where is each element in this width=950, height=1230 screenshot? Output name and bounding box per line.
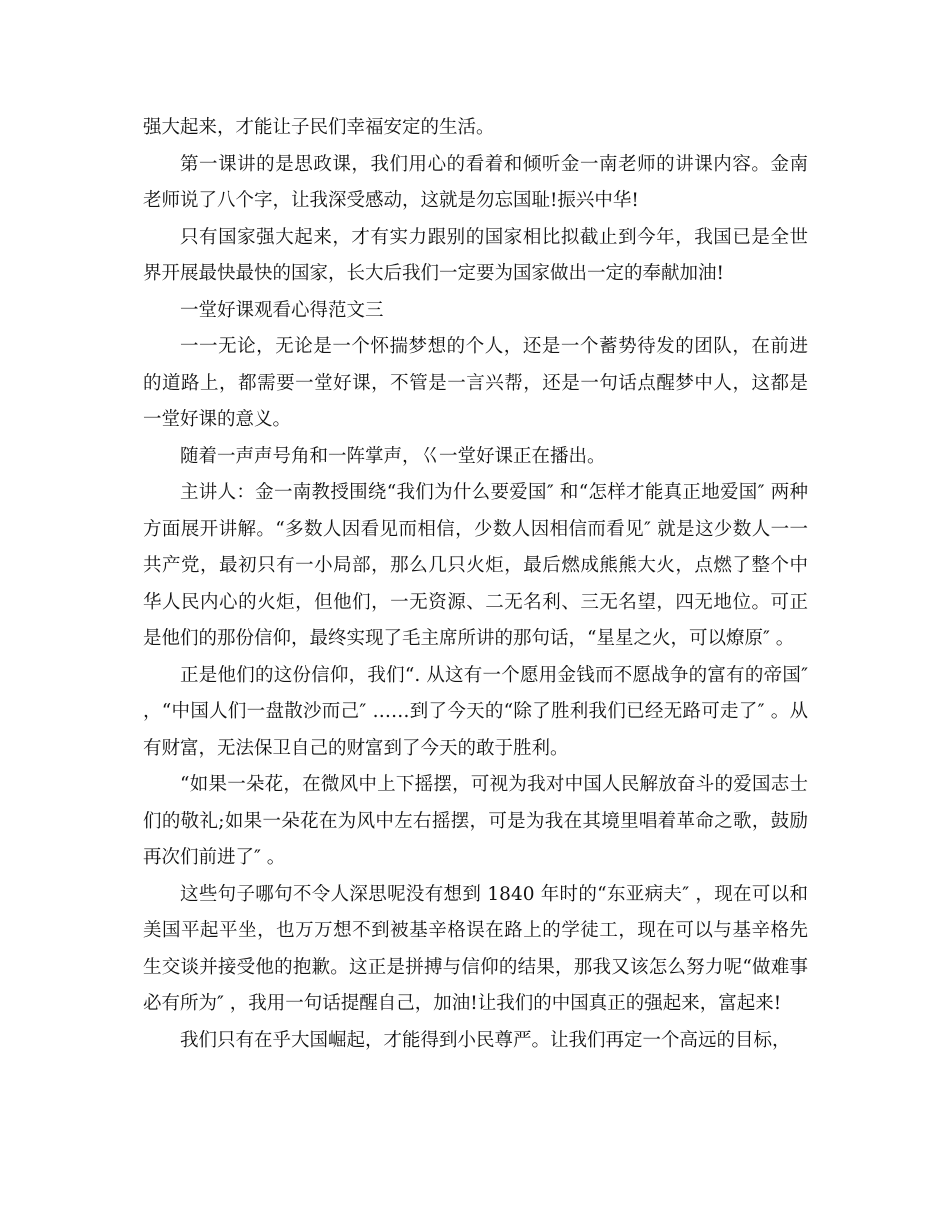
paragraph-5: 随着一声声号角和一阵掌声，巜一堂好课正在播出。 [180, 445, 606, 467]
paragraph-4: 一一无论，无论是一个怀揣梦想的个人，还是一个蓄势待发的团队，在前进的道路上，都需要一堂好课，不管是一言兴帮，还是一句话点醒梦中人，这都是一堂好课的意义。 [143, 336, 808, 430]
paragraph-7: 正是他们的这份信仰，我们“. 从这有一个愿用金钱而不愿战争的富有的帝国″ ，“中国人们一盘散沙而己″ ……到了今天的“除了胜利我们已经无路可走了″ 。从有财富，无法保卫自己的财富到了今天的敢于胜利。 [143, 664, 808, 759]
paragraph-1: 强大起来，才能让子民们幸福安定的生活。 [143, 117, 495, 138]
paragraph-9: 这些句子哪句不令人深思呢没有想到 1840 年时的“东亚病夫″ ，现在可以和美国平起平坐，也万万想不到被基辛格误在路上的学徒工，现在可以与基辛格先生交谈并接受他的抱歉。这正是拼搏与信仰的结果，那我又该怎么努力呢“做难事必有所为″ ，我用一句话提醒自己，加油!让我们的中国真正的强起来，富起来! [143, 883, 808, 1014]
paragraph-2: 第一课讲的是思政课，我们用心的看着和倾听金一南老师的讲课内容。金南老师说了八个字，让我深受感动，这就是勿忘国耻!振兴中华! [143, 153, 808, 211]
paragraph-3: 只有国家强大起来，才有实力跟别的国家相比拟截止到今年，我国已是全世界开展最快最快的国家，长大后我们一定要为国家做出一定的奉献加油! [143, 226, 808, 284]
paragraph-8: “如果一朵花，在微风中上下摇摆，可视为我对中国人民解放奋斗的爱国志士们的敬礼;如果一朵花在为风中左右摇摆，可是为我在其境里唱着革命之歌，鼓励再次们前进了″ 。 [143, 774, 808, 868]
paragraph-6: 主讲人：金一南教授围绕“我们为什么要爱国″ 和“怎样才能真正地爱国″ 两种方面展开讲解。“多数人因看见而相信，少数人因相信而看见″ 就是这少数人一一共产党，最初只有一小局部，那么几只火炬，最后燃成熊熊大火，点燃了整个中华人民内心的火炬，但他们，一无资源、二无名利、三无名望，四无地位。可正是他们的那份信仰，最终实现了毛主席所讲的那句话，“星星之火，可以燎原″ 。 [143, 482, 808, 649]
paragraph-10: 我们只有在乎大国崛起，才能得到小民尊严。让我们再定一个高远的目标， [180, 1029, 791, 1051]
document-body [143, 110, 808, 1059]
section-heading: 一堂好课观看心得范文三 [180, 299, 384, 321]
